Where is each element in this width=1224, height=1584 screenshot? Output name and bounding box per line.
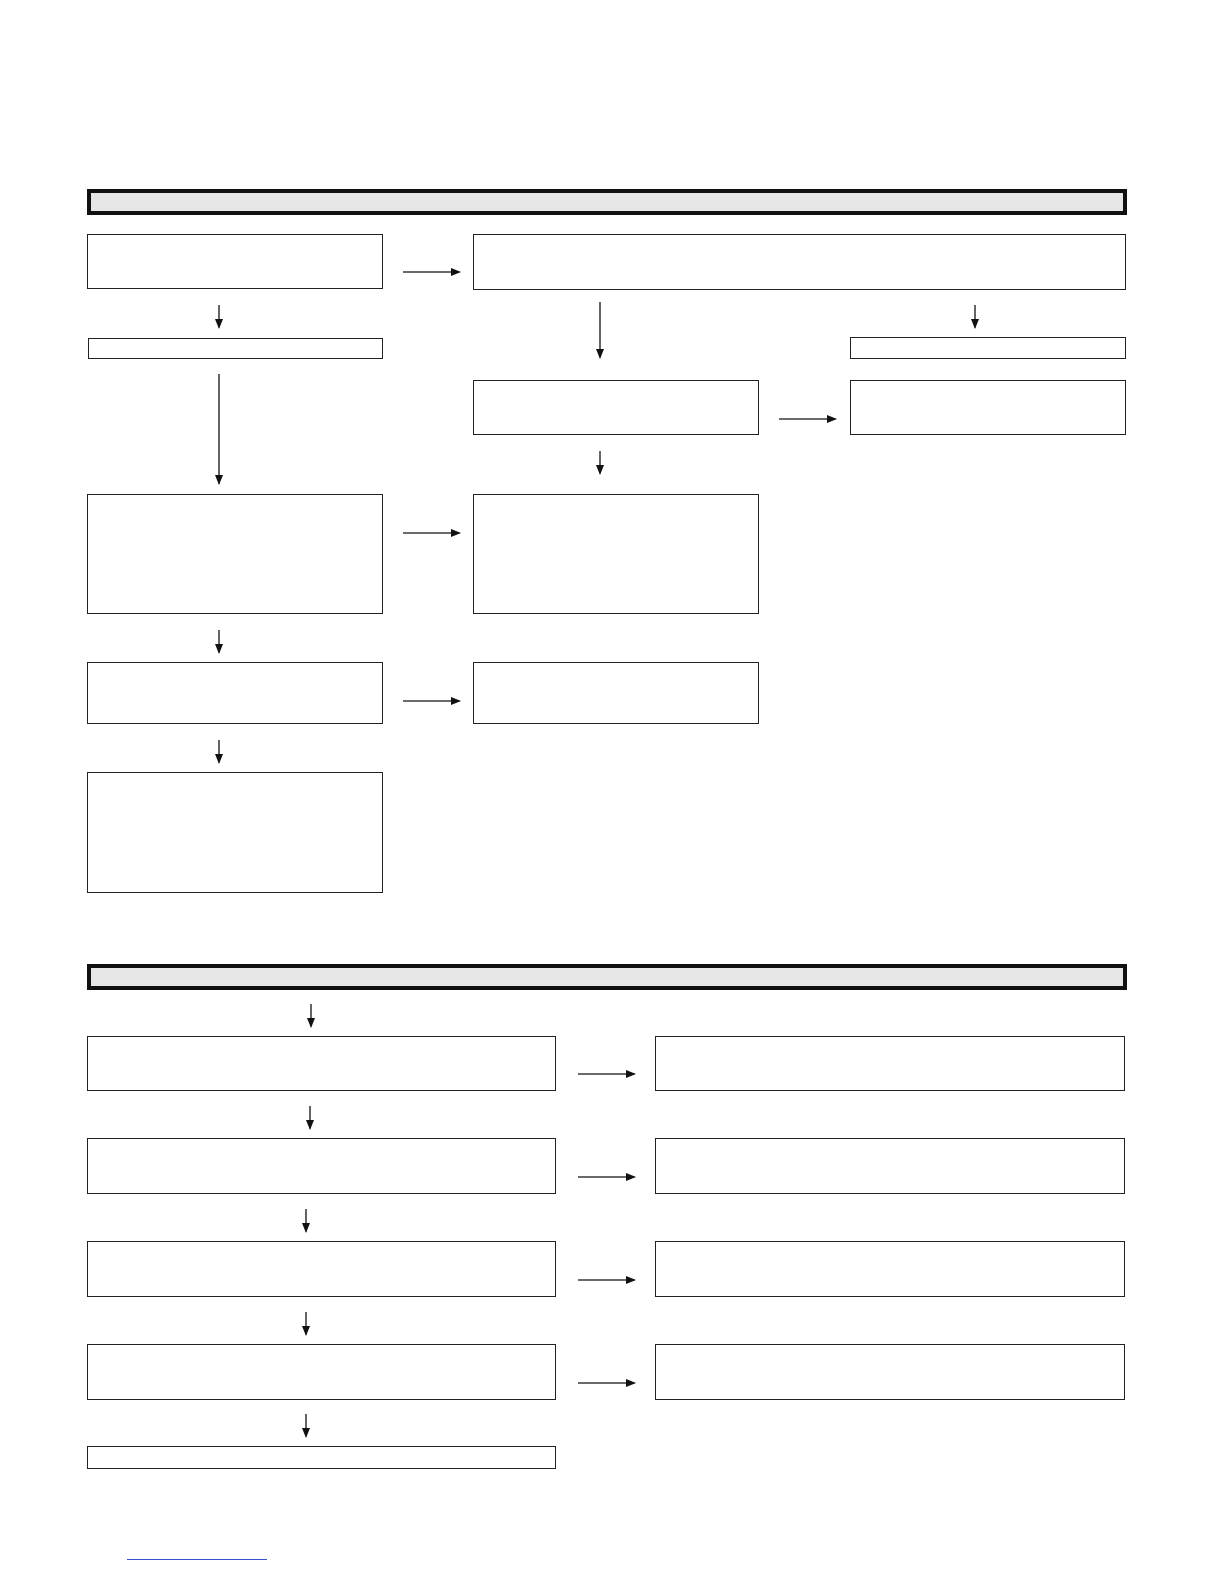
footer-link-underline[interactable] (127, 1559, 267, 1560)
